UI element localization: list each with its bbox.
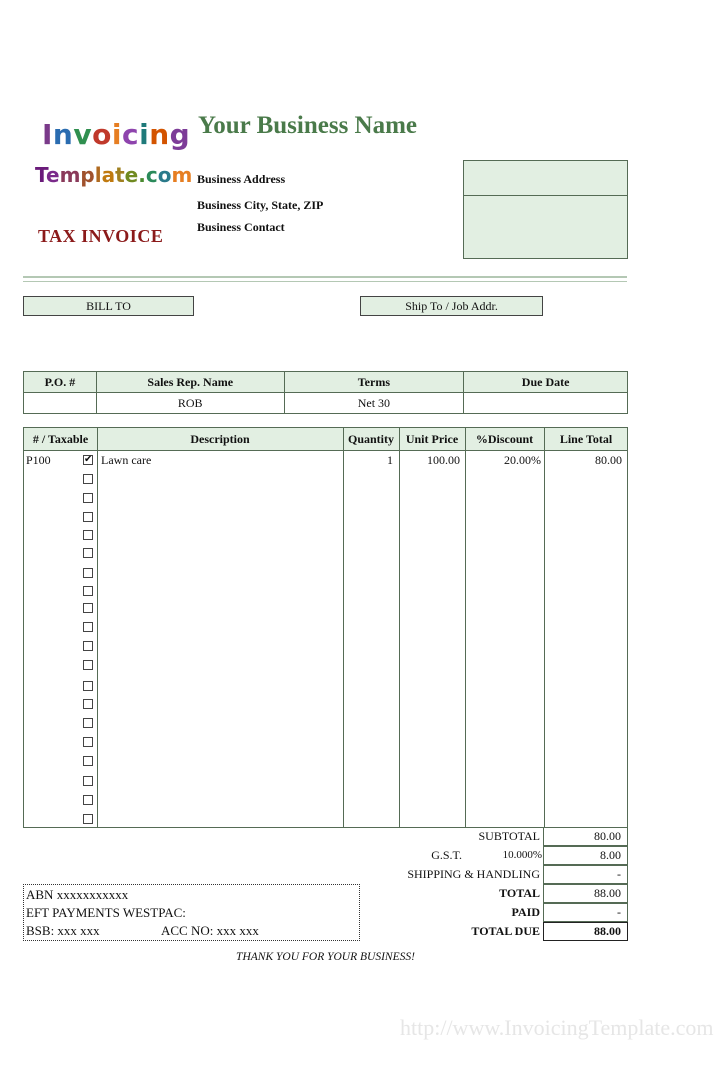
logo-letter: g (169, 118, 191, 151)
gst-rate[interactable]: 10.000% (502, 849, 542, 861)
taxable-checkbox[interactable] (83, 776, 93, 786)
taxable-checkbox[interactable] (83, 530, 93, 540)
logo-letter: T (35, 163, 46, 187)
taxable-checkbox[interactable] (83, 699, 93, 709)
discount-header: %Discount (475, 432, 534, 446)
logo-letter: e (46, 163, 60, 187)
item-line-total: 80.00 (595, 453, 622, 467)
bill-to-button[interactable]: BILL TO (23, 296, 194, 316)
item-quantity[interactable]: 1 (387, 453, 393, 467)
order-info-table (23, 371, 628, 414)
payment-notes-box[interactable] (23, 884, 360, 941)
column-divider (343, 428, 344, 827)
logo-letter: c (121, 118, 140, 151)
po-number-header: P.O. # (24, 372, 97, 393)
business-info-box-divider (464, 195, 627, 196)
total-label: TOTAL (499, 886, 540, 900)
logo-letter: i (111, 118, 122, 151)
taxable-checkbox[interactable] (83, 548, 93, 558)
order-info-header-row (24, 372, 628, 393)
taxable-checkbox[interactable] (83, 512, 93, 522)
column-divider (97, 428, 98, 827)
taxable-checkbox[interactable] (83, 603, 93, 613)
taxable-checkbox[interactable] (83, 622, 93, 632)
taxable-checkbox[interactable]: ✔ (84, 454, 93, 465)
business-address: Business Address (197, 172, 286, 186)
taxable-checkbox[interactable] (83, 568, 93, 578)
logo-letter: . (138, 163, 146, 187)
logo-letter: o (157, 163, 172, 187)
column-divider (399, 428, 400, 827)
subtotal-value: 80.00 (543, 827, 628, 846)
item-discount[interactable]: 20.00% (504, 453, 541, 467)
taxable-checkbox[interactable] (83, 814, 93, 824)
watermark: http://www.InvoicingTemplate.com (400, 1015, 714, 1040)
due-date-field[interactable] (464, 393, 628, 414)
column-divider (544, 428, 545, 827)
gst-value: 8.00 (543, 846, 628, 865)
subtotal-label: SUBTOTAL (478, 829, 540, 843)
line-items-header (24, 428, 627, 451)
taxable-checkbox[interactable] (83, 474, 93, 484)
ship-to-button[interactable]: Ship To / Job Addr. (360, 296, 543, 316)
paid-value[interactable]: - (543, 903, 628, 922)
terms-header: Terms (284, 372, 464, 393)
logo-line-2 (35, 163, 192, 187)
unit-price-header: Unit Price (405, 432, 459, 446)
taxable-checkbox[interactable] (83, 493, 93, 503)
logo-letter: m (59, 163, 81, 187)
description-header: Description (190, 432, 250, 446)
order-info-value-row (24, 393, 628, 414)
number-taxable-header: # / Taxable (32, 432, 89, 446)
shipping-label: SHIPPING & HANDLING (407, 867, 540, 881)
logo-letter: m (171, 163, 193, 187)
taxable-checkbox[interactable] (83, 737, 93, 747)
taxable-checkbox[interactable] (83, 586, 93, 596)
bsb-text: BSB: xxx xxx (26, 923, 100, 938)
business-info-box[interactable] (463, 160, 628, 259)
logo-letter: a (101, 163, 116, 187)
line-items-table (23, 427, 628, 828)
logo-letter: p (80, 163, 95, 187)
item-description[interactable]: Lawn care (101, 453, 152, 467)
taxable-checkbox[interactable] (83, 641, 93, 651)
logo-letter: c (145, 163, 158, 187)
po-number-field[interactable] (24, 393, 97, 414)
logo-letter: o (92, 118, 112, 151)
terms-field[interactable]: Net 30 (284, 393, 464, 414)
header-rule (23, 276, 627, 278)
header-rule-thin (23, 281, 627, 282)
total-due-label: TOTAL DUE (471, 924, 540, 938)
sales-rep-header: Sales Rep. Name (96, 372, 284, 393)
taxable-checkbox[interactable] (83, 756, 93, 766)
taxable-checkbox[interactable] (83, 660, 93, 670)
total-due-value: 88.00 (543, 922, 628, 941)
line-total-header: Line Total (559, 432, 613, 446)
business-name: Your Business Name (198, 112, 418, 139)
business-contact: Business Contact (197, 220, 285, 234)
paid-label: PAID (511, 905, 540, 919)
sales-rep-field[interactable]: ROB (96, 393, 284, 414)
taxable-checkbox[interactable] (83, 795, 93, 805)
taxable-checkbox[interactable] (83, 718, 93, 728)
logo-letter: e (124, 163, 139, 187)
logo-text-invoicing (42, 118, 190, 151)
thank-you-message: THANK YOU FOR YOUR BUSINESS! (236, 951, 415, 963)
logo-letter: i (139, 118, 150, 151)
item-number[interactable]: P100 (26, 453, 51, 467)
logo-text-template (35, 163, 192, 187)
logo-line-1 (42, 118, 190, 151)
logo-letter: n (52, 118, 74, 151)
gst-label: G.S.T. (431, 848, 462, 862)
due-date-header: Due Date (464, 372, 628, 393)
business-city: Business City, State, ZIP (197, 198, 324, 212)
logo-letter: l (94, 163, 102, 187)
taxable-checkbox[interactable] (83, 681, 93, 691)
quantity-header: Quantity (347, 432, 394, 446)
acc-text: ACC NO: xxx xxx (161, 923, 259, 938)
logo-letter: t (115, 163, 125, 187)
shipping-value[interactable]: - (543, 865, 628, 884)
document-title: TAX INVOICE (38, 226, 164, 246)
logo-letter: n (149, 118, 170, 151)
eft-text: EFT PAYMENTS WESTPAC: (26, 905, 186, 920)
total-value: 88.00 (543, 884, 628, 903)
column-divider (465, 428, 466, 827)
abn-text: ABN xxxxxxxxxxx (26, 887, 129, 902)
logo-letter: I (42, 118, 53, 151)
logo-letter: v (73, 118, 93, 151)
item-unit-price[interactable]: 100.00 (427, 453, 460, 467)
